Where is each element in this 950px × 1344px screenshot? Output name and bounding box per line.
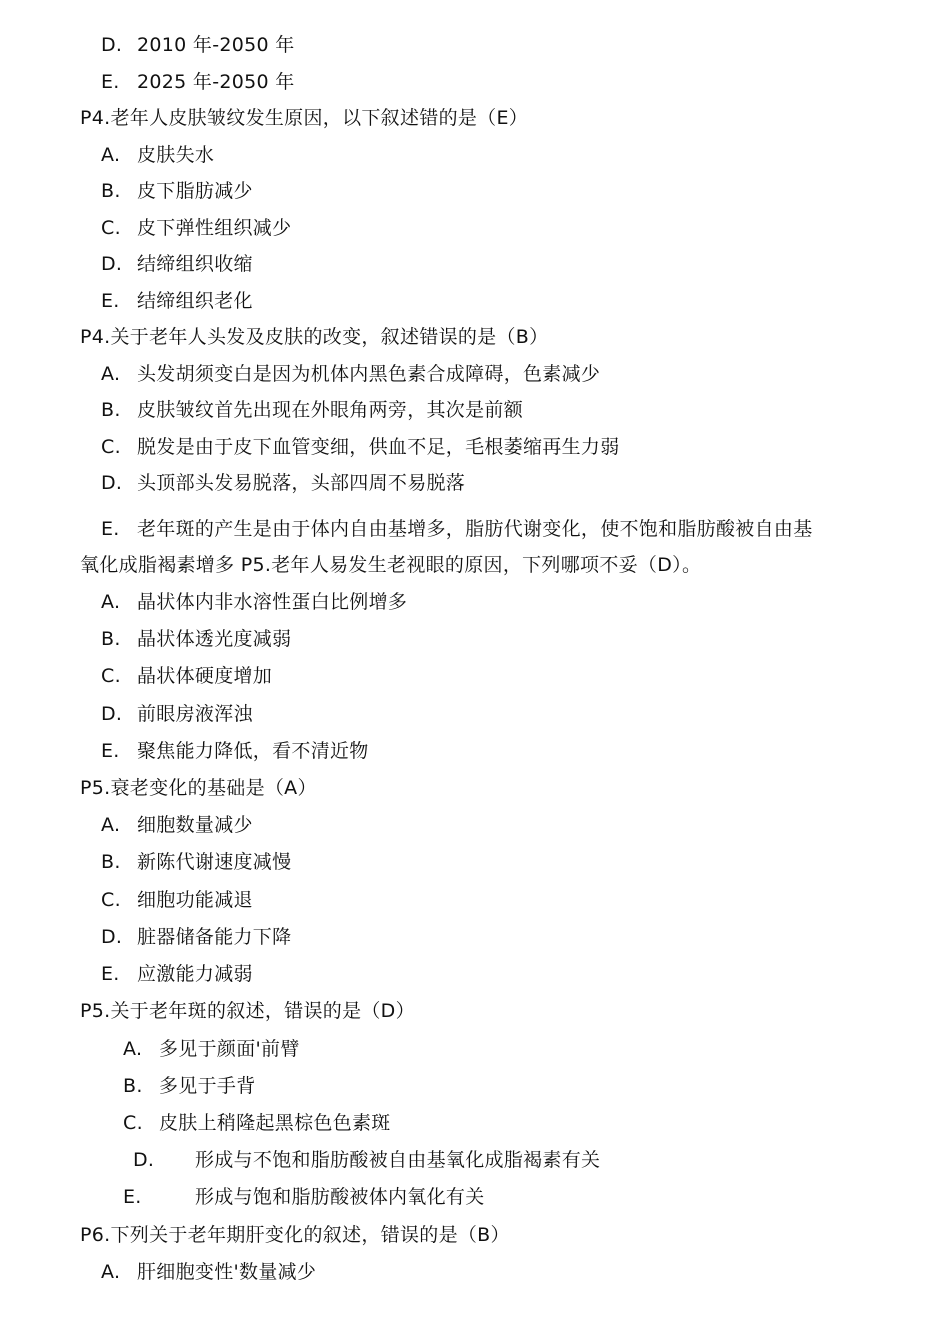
option-line (101, 590, 407, 614)
option-label: A. (101, 591, 121, 613)
option-text: 2010 年-2050 年 (137, 34, 295, 56)
option-text: 皮下弹性组织减少 (137, 217, 292, 239)
option-label: A. (123, 1038, 143, 1060)
option-line (101, 962, 253, 986)
option-label: C. (101, 665, 121, 687)
option-line (101, 702, 253, 726)
option-label: D. (101, 926, 123, 948)
option-text: 2025 年-2050 年 (137, 71, 295, 93)
option-line (101, 813, 253, 837)
option-text: 聚焦能力降低，看不清近物 (137, 740, 369, 762)
option-text: 晶状体内非水溶性蛋白比例增多 (137, 591, 408, 613)
option-label: E. (101, 290, 120, 312)
option-line (101, 179, 253, 203)
option-line (101, 435, 620, 459)
option-text: 多见于手背 (159, 1075, 256, 1097)
option-label: C. (101, 217, 121, 239)
option-line (101, 398, 523, 422)
option-label: E. (123, 1186, 142, 1208)
option-label: A. (101, 1261, 121, 1283)
option-line (101, 143, 214, 167)
option-label: E. (101, 963, 120, 985)
question-line: P5.关于老年斑的叙述，错误的是（D） (80, 1000, 415, 1022)
option-line (101, 252, 253, 276)
option-text: 应激能力减弱 (137, 963, 253, 985)
continuation-line: 氧化成脂褐素增多 P5.老年人易发生老视眼的原因，下列哪项不妥（D）。 (80, 554, 702, 576)
option-text: 皮肤皱纹首先出现在外眼角两旁，其次是前额 (137, 399, 524, 421)
option-text: 细胞功能减退 (137, 889, 253, 911)
question-line: P6.下列关于老年期肝变化的叙述，错误的是（B） (80, 1224, 510, 1246)
option-label: B. (101, 180, 121, 202)
option-line (101, 739, 369, 763)
option-line (101, 471, 465, 495)
option-line (101, 216, 291, 240)
option-label: E. (101, 518, 120, 540)
option-label: B. (101, 851, 121, 873)
option-line (101, 70, 295, 94)
option-text: 脱发是由于皮下血管变细，供血不足，毛根萎缩再生力弱 (137, 436, 620, 458)
option-line (101, 33, 295, 57)
option-label: A. (101, 363, 121, 385)
option-text: 结缔组织收缩 (137, 253, 253, 275)
option-text: 新陈代谢速度减慢 (137, 851, 292, 873)
option-line (123, 1111, 391, 1135)
option-label: E. (101, 740, 120, 762)
option-line (101, 888, 253, 912)
option-text: 老年斑的产生是由于体内自由基增多，脂肪代谢变化，使不饱和脂肪酸被自由基 (137, 518, 813, 540)
option-line (123, 1074, 256, 1098)
option-line (123, 1037, 300, 1061)
option-label: D. (101, 253, 123, 275)
option-text: 结缔组织老化 (137, 290, 253, 312)
option-label: C. (101, 436, 121, 458)
option-line (101, 850, 291, 874)
question-line: P4.老年人皮肤皱纹发生原因，以下叙述错的是（E） (80, 107, 529, 129)
option-line (101, 362, 600, 386)
option-label: D. (101, 472, 123, 494)
option-text: 前眼房液浑浊 (137, 703, 253, 725)
option-text: 头发胡须变白是因为机体内黑色素合成障碍，色素减少 (137, 363, 601, 385)
option-text: 脏器储备能力下降 (137, 926, 292, 948)
option-label: D. (101, 703, 123, 725)
option-line (101, 925, 291, 949)
option-text: 形成与不饱和脂肪酸被自由基氧化成脂褐素有关 (195, 1149, 601, 1171)
question-line: P4.关于老年人头发及皮肤的改变，叙述错误的是（B） (80, 326, 549, 348)
option-line (101, 664, 272, 688)
option-label: B. (123, 1075, 143, 1097)
question-line: P5.衰老变化的基础是（A） (80, 777, 317, 799)
option-text: 晶状体透光度减弱 (137, 628, 292, 650)
option-line (101, 1260, 316, 1284)
option-text: 多见于颜面'前臂 (159, 1038, 300, 1060)
option-label: C. (123, 1112, 143, 1134)
option-label: E. (101, 71, 120, 93)
option-text: 头顶部头发易脱落，头部四周不易脱落 (137, 472, 466, 494)
option-line (133, 1148, 600, 1172)
option-line (101, 289, 253, 313)
option-text: 形成与饱和脂肪酸被体内氧化有关 (195, 1186, 485, 1208)
option-text: 肝细胞变性'数量减少 (137, 1261, 317, 1283)
option-line (123, 1185, 485, 1209)
option-label: A. (101, 814, 121, 836)
option-label: D. (133, 1149, 155, 1171)
option-label: B. (101, 399, 121, 421)
option-text: 细胞数量减少 (137, 814, 253, 836)
option-text: 皮肤失水 (137, 144, 215, 166)
option-label: C. (101, 889, 121, 911)
option-line (101, 517, 813, 541)
option-label: D. (101, 34, 123, 56)
option-text: 晶状体硬度增加 (137, 665, 273, 687)
option-label: B. (101, 628, 121, 650)
option-text: 皮肤上稍隆起黑棕色色素斑 (159, 1112, 391, 1134)
option-label: A. (101, 144, 121, 166)
option-text: 皮下脂肪减少 (137, 180, 253, 202)
option-line (101, 627, 291, 651)
